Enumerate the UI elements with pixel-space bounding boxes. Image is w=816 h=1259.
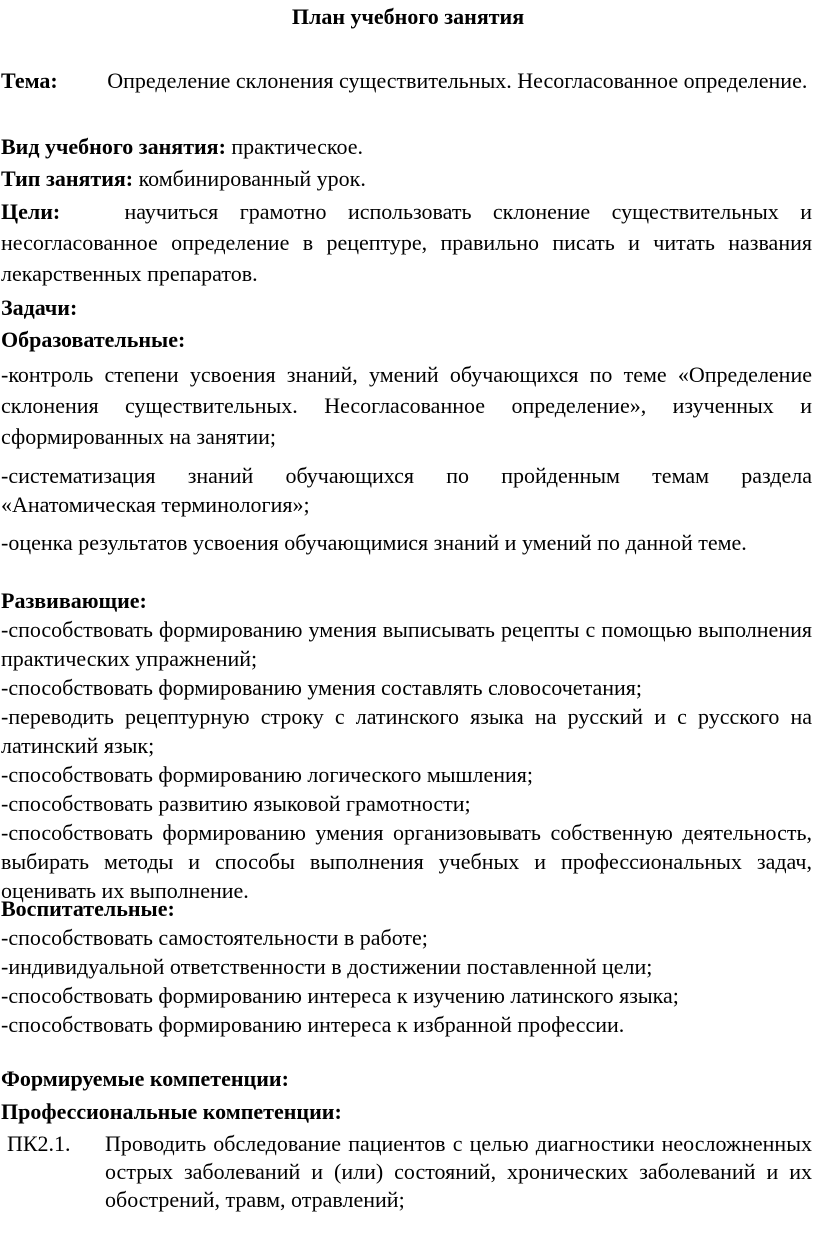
educational-section [1,325,812,557]
competencies-heading: Формируемые компетенции: [1,1066,289,1091]
upbringing-item: -способствовать формированию интереса к избранной профессии. [1,1012,625,1037]
goals-label: Цели: [1,199,61,224]
competency-text: Проводить обследование пациентов с целью диагностики неосложненных острых заболеваний и (или) состояний, хронических заболеваний и их обострений, травм, отравлений; [105,1131,812,1212]
topic-label: Тема: [1,68,58,93]
developing-item: -способствовать формированию умения составлять словосочетания; [1,675,642,700]
developing-item: -способствовать формированию умения выписывать рецепты с помощью выполнения практических упражнений; [1,617,812,671]
lesson-kind-label: Вид учебного занятия: [1,134,226,159]
topic-section [1,66,812,95]
lesson-type-text: комбинированный урок. [138,166,366,191]
tasks-heading-block [1,293,812,322]
educational-item: -систематизация знаний обучающихся по пройденным темам раздела «Анатомическая терминология»; [1,463,812,517]
educational-item: -контроль степени усвоения знаний, умений обучающихся по теме «Определение склонения существительных. Несогласованное определение», изученных и сформированных на занятии; [1,362,812,449]
competency-row [0,1130,812,1214]
developing-item: -способствовать формированию умения организовывать собственную деятельность, выбирать методы и способы выполнения учебных и профессиональных задач, оценивать их выполнение. [1,820,812,903]
lesson-kind-text: практическое. [231,134,363,159]
developing-item: -способствовать формированию логического мышления; [1,762,534,787]
lesson-type-label: Тип занятия: [1,166,134,191]
upbringing-section [1,894,812,1039]
developing-section [1,586,812,905]
upbringing-item: -индивидуальной ответственности в достижении поставленной цели; [1,954,653,979]
developing-item: -переводить рецептурную строку с латинского языка на русский и с русского на латинский язык; [1,704,812,758]
page-title: План учебного занятия [291,4,525,29]
upbringing-item: -способствовать формированию интереса к изучению латинского языка; [1,983,679,1008]
upbringing-item: -способствовать самостоятельности в работе; [1,925,428,950]
educational-item: -оценка результатов усвоения обучающимися знаний и умений по данной теме. [1,530,747,555]
goals-section [1,196,812,289]
goals-text: научиться грамотно использовать склонение существительных и несогласованное определение в рецептуре, правильно писать и читать названия лекарственных препаратов. [1,199,812,286]
professional-block [1,1097,812,1126]
tasks-heading: Задачи: [1,295,78,320]
upbringing-heading: Воспитательные: [1,896,175,921]
competencies-block [1,1064,812,1093]
developing-heading: Развивающие: [1,588,147,613]
lesson-kind [1,132,812,161]
topic-text: Определение склонения существительных. Несогласованное определение. [107,68,808,93]
developing-item: -способствовать развитию языковой грамотности; [1,791,471,816]
professional-heading: Профессиональные компетенции: [1,1099,342,1124]
lesson-type [1,164,812,193]
competency-code: ПК2.1. [7,1131,71,1156]
educational-heading: Образовательные: [1,327,186,352]
